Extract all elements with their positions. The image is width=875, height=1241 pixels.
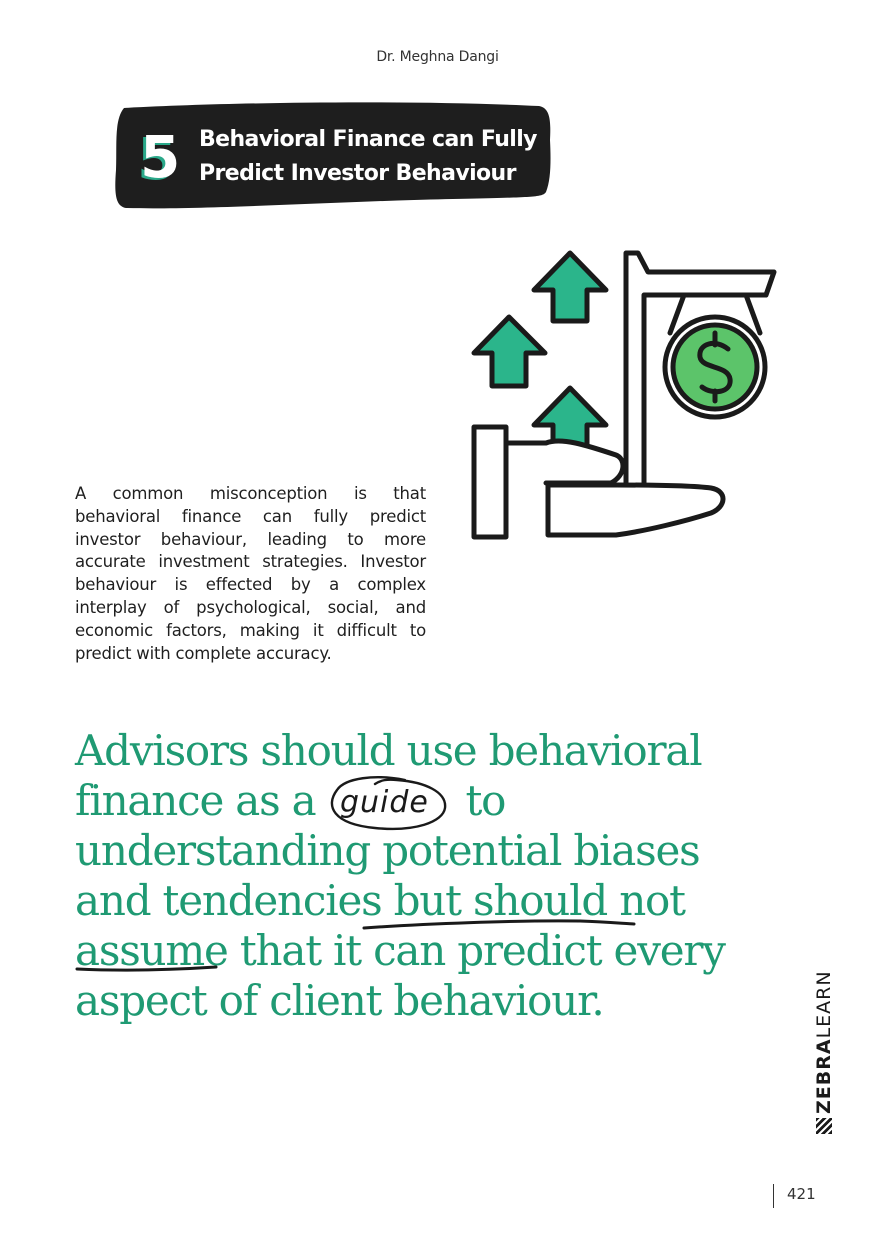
quote-line-5 [75, 926, 725, 976]
quote-line-6: aspect of client behaviour. [75, 976, 604, 1025]
quote-underlined-text-1: but should not [393, 876, 685, 925]
quote-line-4-pre: and tendencies [75, 876, 394, 925]
section-title-line2: Predict Investor Behaviour [199, 161, 516, 186]
quote-line-1: Advisors should use behavioral [75, 726, 702, 775]
brand-wordmark [813, 954, 835, 1134]
quote-line-2 [75, 776, 715, 826]
hand-scale-dollar-arrows-icon [466, 245, 786, 550]
zebra-stripes-icon [816, 1118, 832, 1134]
guide-highlight [315, 784, 465, 824]
section-number: 5 [140, 123, 181, 191]
quote-line-4 [75, 876, 715, 926]
author-name: Dr. Meghna Dangi [376, 49, 499, 65]
section-title-line1: Behavioral Finance can Fully [199, 127, 537, 152]
section-title [199, 123, 544, 191]
brand-light: LEARN [813, 970, 835, 1039]
brand-logo [812, 955, 836, 1135]
brand-bold: ZEBRA [813, 1038, 835, 1114]
pull-quote [75, 726, 725, 1026]
page-number-divider [773, 1184, 774, 1208]
page-number: 421 [787, 1185, 816, 1203]
quote-line-5-post: that it can predict every [227, 926, 725, 975]
section-banner [114, 100, 552, 212]
body-paragraph: A common misconception is that behavioral finance can fully predict investor behaviour, leading to more accurate investment strategies. Investor behaviour is effected by a complex interplay of psychological, social, and economic factors, making it difficult to predict with complete accuracy. [75, 484, 426, 663]
quote-underlined-text-2: assume [75, 926, 228, 975]
quote-line-2-post: to [465, 776, 506, 825]
quote-line-3: understanding potential biases [75, 826, 700, 875]
guide-word: guide [339, 785, 429, 820]
quote-line-2-pre: finance as a [75, 776, 316, 825]
